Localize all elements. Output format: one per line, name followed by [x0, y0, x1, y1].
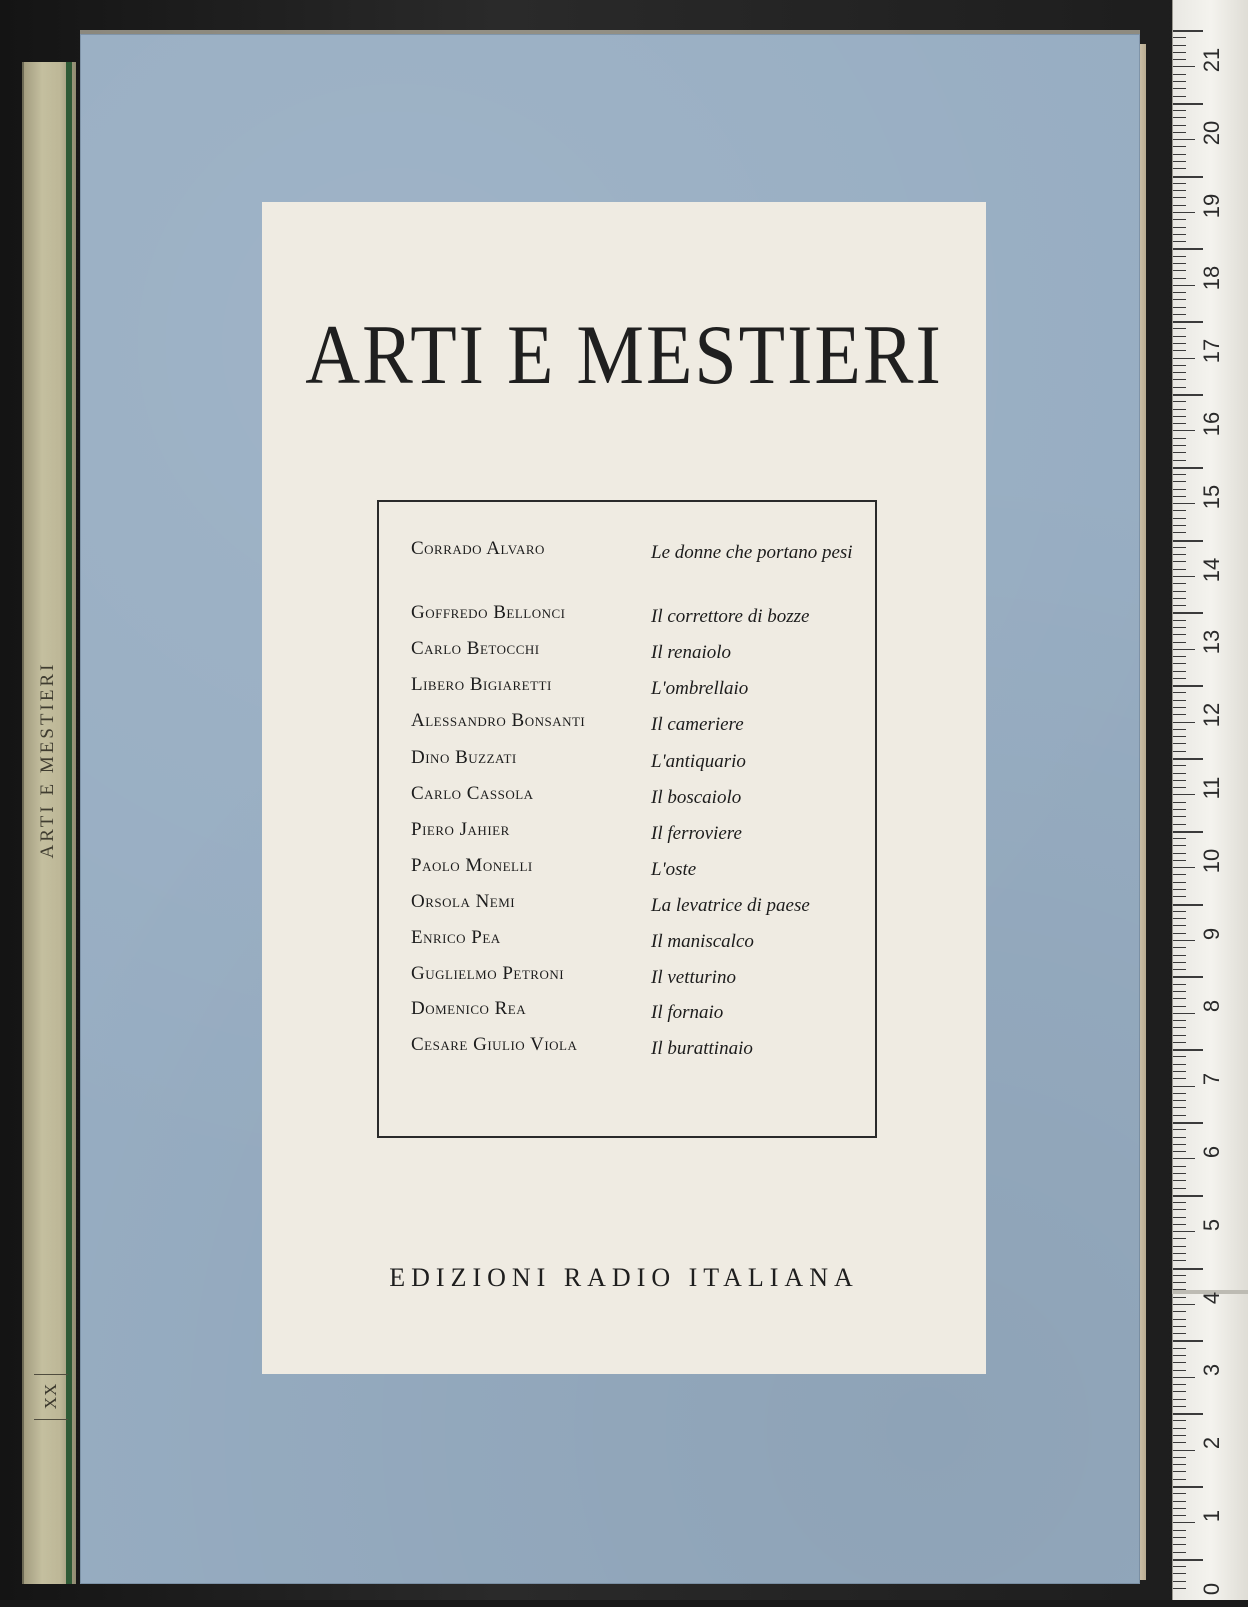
ruler-tick	[1173, 845, 1186, 846]
ruler-tick	[1173, 554, 1186, 555]
ruler-tick	[1173, 1311, 1186, 1312]
ruler-number: 11	[1199, 776, 1224, 800]
spine-title: ARTI E MESTIERI	[37, 661, 58, 859]
ruler-tick	[1173, 117, 1186, 118]
ruler-tick	[1173, 350, 1186, 351]
ruler-tick	[1173, 1522, 1195, 1523]
work-title: Il correttore di bozze	[651, 606, 810, 627]
ruler-tick	[1173, 736, 1186, 737]
ruler-tick	[1173, 1246, 1186, 1247]
label-title: ARTI E MESTIERI	[305, 307, 943, 402]
ruler-tick	[1173, 503, 1195, 504]
work-title: L'oste	[651, 859, 697, 880]
ruler-number: 17	[1199, 338, 1224, 364]
ruler-tick	[1173, 1355, 1186, 1356]
ruler-tick	[1173, 183, 1186, 184]
ruler-number: 7	[1199, 1073, 1224, 1086]
ruler-tick	[1173, 132, 1186, 133]
ruler-tick	[1173, 612, 1203, 614]
ruler-tick	[1173, 212, 1195, 213]
ruler-tick	[1173, 1544, 1186, 1545]
list-item	[411, 674, 856, 708]
author-name: Dino Buzzati	[411, 747, 517, 768]
ruler-number: 3	[1199, 1364, 1224, 1377]
ruler-tick	[1173, 831, 1203, 833]
ruler-tick	[1173, 1384, 1186, 1385]
ruler-tick	[1173, 649, 1195, 650]
ruler-tick	[1173, 525, 1186, 526]
ruler-tick	[1173, 962, 1186, 963]
ruler-tick	[1173, 1180, 1186, 1181]
ruler-tick	[1173, 634, 1186, 635]
ruler-tick	[1173, 1406, 1186, 1407]
ruler-tick	[1173, 1100, 1186, 1101]
ruler-tick	[1173, 1224, 1186, 1225]
ruler-tick	[1173, 1151, 1186, 1152]
ruler-tick	[1173, 1260, 1186, 1261]
ruler-tick	[1173, 998, 1186, 999]
ruler-tick	[1173, 1573, 1186, 1574]
work-title: L'antiquario	[651, 751, 746, 772]
ruler-number: 18	[1199, 266, 1224, 291]
ruler-tick	[1173, 190, 1186, 191]
ruler-tick	[1173, 292, 1186, 293]
ruler-tick	[1173, 722, 1195, 723]
ruler-tick	[1173, 227, 1186, 228]
work-title: Il maniscalco	[651, 931, 754, 952]
list-item	[411, 710, 856, 744]
ruler-tick	[1173, 394, 1203, 396]
ruler-tick	[1173, 692, 1186, 693]
ruler-tick	[1173, 1559, 1203, 1561]
ruler-tick	[1173, 1166, 1186, 1167]
list-item	[411, 783, 856, 817]
ruler-tick	[1173, 751, 1186, 752]
ruler-tick	[1173, 1056, 1186, 1057]
ruler-tick	[1173, 30, 1203, 32]
ruler-tick	[1173, 561, 1186, 562]
ruler-tick	[1173, 685, 1203, 687]
ruler-tick	[1173, 1348, 1186, 1349]
ruler-tick	[1173, 1464, 1186, 1465]
ruler-tick	[1173, 911, 1186, 912]
ruler-tick	[1173, 1428, 1186, 1429]
ruler-tick	[1173, 387, 1186, 388]
ruler-tick	[1173, 1486, 1203, 1488]
ruler-tick	[1173, 889, 1186, 890]
spine-green-stripe	[66, 62, 72, 1584]
ruler-tick	[1173, 510, 1186, 511]
ruler-tick	[1173, 765, 1186, 766]
ruler-tick	[1173, 256, 1186, 257]
ruler-tick	[1173, 1435, 1186, 1436]
ruler-number: 21	[1199, 47, 1224, 73]
ruler-number: 4	[1199, 1291, 1224, 1304]
ruler-tick	[1173, 802, 1186, 803]
ruler-tick	[1173, 1078, 1186, 1079]
ruler-tick	[1173, 1537, 1186, 1538]
ruler-tick	[1173, 1370, 1186, 1371]
ruler-tick	[1173, 714, 1186, 715]
ruler-tick	[1173, 343, 1186, 344]
ruler-number: 15	[1199, 484, 1224, 510]
work-title: Il ferroviere	[651, 823, 742, 844]
ruler-tick	[1173, 1399, 1186, 1400]
list-item	[411, 891, 856, 925]
ruler-tick	[1173, 197, 1186, 198]
ruler-tick	[1173, 401, 1186, 402]
ruler-tick	[1173, 1450, 1195, 1451]
ruler-tick	[1173, 583, 1186, 584]
ruler-tick	[1173, 1326, 1186, 1327]
ruler-tick	[1173, 1297, 1186, 1298]
ruler-tick	[1173, 955, 1186, 956]
ruler-tick	[1173, 838, 1186, 839]
author-name: Domenico Rea	[411, 998, 527, 1019]
ruler-tick	[1173, 1442, 1186, 1443]
ruler-tick	[1173, 110, 1186, 111]
ruler-tick	[1173, 52, 1186, 53]
ruler-tick	[1173, 1588, 1186, 1589]
ruler-tick	[1173, 430, 1195, 431]
ruler-tick	[1173, 1217, 1186, 1218]
ruler-tick	[1173, 882, 1186, 883]
ruler-tick	[1173, 896, 1186, 897]
author-name: Alessandro Bonsanti	[411, 710, 586, 731]
ruler-tick	[1173, 1129, 1186, 1130]
ruler-number: 13	[1199, 630, 1224, 655]
ruler-tick	[1173, 45, 1186, 46]
ruler-tick	[1173, 1042, 1186, 1043]
ruler-tick	[1173, 299, 1186, 300]
ruler-tick	[1173, 867, 1195, 868]
author-name: Libero Bigiaretti	[411, 674, 552, 695]
ruler-tick	[1173, 445, 1186, 446]
ruler-number: 14	[1199, 557, 1224, 582]
ruler-number: 5	[1199, 1218, 1224, 1231]
author-name: Enrico Pea	[411, 927, 501, 948]
ruler-tick	[1173, 780, 1186, 781]
ruler-tick	[1173, 263, 1186, 264]
author-name: Carlo Cassola	[411, 783, 534, 804]
ruler-tick	[1173, 576, 1195, 577]
ruler-tick	[1173, 1071, 1186, 1072]
author-name: Corrado Alvaro	[411, 538, 545, 559]
ruler-tick	[1173, 372, 1186, 373]
ruler-tick	[1173, 1268, 1203, 1270]
ruler-tick	[1173, 1027, 1186, 1028]
ruler-tick	[1173, 409, 1186, 410]
ruler-tick	[1173, 1333, 1186, 1334]
ruler-tick	[1173, 1282, 1186, 1283]
ruler-tick	[1173, 1457, 1186, 1458]
ruler-tick	[1173, 474, 1186, 475]
ruler-tick	[1173, 336, 1186, 337]
ruler-tick	[1173, 824, 1186, 825]
ruler-tick	[1173, 489, 1186, 490]
ruler-tick	[1173, 1471, 1186, 1472]
ruler-tick	[1173, 758, 1203, 760]
ruler-tick	[1173, 598, 1186, 599]
work-title: La levatrice di paese	[651, 895, 810, 916]
ruler-number: 19	[1199, 193, 1224, 218]
ruler-tick	[1173, 452, 1186, 453]
ruler-tick	[1173, 991, 1186, 992]
ruler-number: 12	[1199, 702, 1224, 728]
ruler-tick	[1173, 241, 1186, 242]
ruler-tick	[1173, 285, 1195, 286]
ruler-tick	[1173, 984, 1186, 985]
ruler-tick	[1173, 678, 1186, 679]
ruler-tick	[1173, 81, 1186, 82]
ruler-tick	[1173, 365, 1186, 366]
ruler-tick	[1173, 1501, 1186, 1502]
ruler-tick	[1173, 154, 1186, 155]
ruler-tick	[1173, 66, 1195, 67]
ruler-tick	[1173, 1202, 1186, 1203]
ruler-number: 16	[1199, 411, 1224, 437]
ruler-tick	[1173, 74, 1186, 75]
ruler-tick	[1173, 496, 1186, 497]
ruler-tick	[1173, 1319, 1186, 1320]
work-title: Le donne che portano pesi	[651, 542, 853, 563]
ruler-tick	[1173, 1566, 1186, 1567]
ruler-tick	[1173, 1188, 1186, 1189]
list-item	[411, 819, 856, 853]
ruler-tick	[1173, 1107, 1186, 1108]
ruler-tick	[1173, 904, 1203, 906]
ruler-tick	[1173, 1515, 1186, 1516]
ruler-tick	[1173, 1304, 1195, 1305]
work-title: Il burattinaio	[651, 1038, 753, 1059]
author-name: Cesare Giulio Viola	[411, 1034, 578, 1055]
ruler-tick	[1173, 605, 1186, 606]
ruler-tick	[1173, 1093, 1186, 1094]
ruler-tick	[1173, 1006, 1186, 1007]
ruler-tick	[1173, 1020, 1186, 1021]
ruler-number: 0	[1199, 1582, 1224, 1595]
ruler-tick	[1173, 1238, 1186, 1239]
work-title: Il cameriere	[651, 714, 744, 735]
ruler-tick	[1173, 88, 1186, 89]
ruler-tick	[1173, 540, 1203, 542]
ruler-tick	[1173, 671, 1186, 672]
list-item	[411, 638, 856, 672]
ruler-tick	[1173, 1530, 1186, 1531]
ruler-tick	[1173, 918, 1186, 919]
ruler-tick	[1173, 642, 1186, 643]
work-title: Il vetturino	[651, 967, 736, 988]
ruler-tick	[1173, 1013, 1195, 1014]
ruler-tick	[1173, 976, 1203, 978]
ruler-tick	[1173, 125, 1186, 126]
ruler-tick	[1173, 1391, 1186, 1392]
ruler-tick	[1173, 1508, 1186, 1509]
publisher-name: EDIZIONI RADIO ITALIANA	[389, 1263, 859, 1292]
spine-number: XX	[41, 1382, 60, 1410]
ruler-tick	[1173, 1253, 1186, 1254]
ruler-tick	[1173, 1420, 1186, 1421]
ruler-tick	[1173, 278, 1186, 279]
ruler-tick	[1173, 176, 1203, 178]
ruler-tick	[1173, 416, 1186, 417]
ruler-tick	[1173, 1158, 1195, 1159]
ruler-tick	[1173, 379, 1186, 380]
work-title: L'ombrellaio	[651, 678, 749, 699]
ruler-tick	[1173, 328, 1186, 329]
ruler-tick	[1173, 969, 1186, 970]
ruler-tick	[1173, 743, 1186, 744]
ruler-tick	[1173, 438, 1186, 439]
ruler-number: 6	[1199, 1145, 1224, 1159]
ruler-tick	[1173, 794, 1195, 795]
author-name: Goffredo Bellonci	[411, 602, 566, 623]
ruler-tick	[1173, 1581, 1186, 1582]
list-item	[411, 963, 856, 997]
ruler-tick	[1173, 1231, 1195, 1232]
list-item	[411, 998, 856, 1032]
ruler-tick	[1173, 700, 1186, 701]
ruler-tick	[1173, 1137, 1186, 1138]
list-item	[411, 602, 856, 636]
ruler-tick	[1173, 532, 1186, 533]
ruler-number: 8	[1199, 1000, 1224, 1013]
ruler-tick	[1173, 729, 1186, 730]
ruler-number: 1	[1199, 1509, 1224, 1523]
ruler-tick	[1173, 59, 1186, 60]
ruler-tick	[1173, 103, 1203, 105]
author-name: Carlo Betocchi	[411, 638, 540, 659]
ruler-tick	[1173, 518, 1186, 519]
ruler-tick	[1173, 773, 1186, 774]
ruler-tick	[1173, 234, 1186, 235]
ruler-tick	[1173, 853, 1186, 854]
author-name: Orsola Nemi	[411, 891, 516, 912]
ruler-tick	[1173, 1340, 1203, 1342]
ruler-tick	[1173, 161, 1186, 162]
list-item	[411, 855, 856, 889]
list-item	[411, 747, 856, 781]
ruler-number: 9	[1199, 927, 1224, 940]
ruler-tick	[1173, 947, 1186, 948]
work-title: Il fornaio	[651, 1002, 724, 1023]
ruler-tick	[1173, 219, 1186, 220]
ruler-tick	[1173, 656, 1186, 657]
ruler-tick	[1173, 1144, 1186, 1145]
ruler-number: 20	[1199, 120, 1224, 146]
ruler-tick	[1173, 1115, 1186, 1116]
ruler-tick	[1173, 1086, 1195, 1087]
ruler-tick	[1173, 1552, 1186, 1553]
ruler-tick	[1173, 860, 1186, 861]
ruler-tick	[1173, 547, 1186, 548]
ruler-tick	[1173, 96, 1186, 97]
ruler-tick	[1173, 1377, 1195, 1378]
ruler-tick	[1173, 248, 1203, 250]
ruler-tick	[1173, 925, 1186, 926]
ruler-tick	[1173, 1173, 1186, 1174]
list-item	[411, 1034, 856, 1068]
ruler-tick	[1173, 139, 1195, 140]
ruler-tick	[1173, 627, 1186, 628]
ruler-tick	[1173, 1275, 1186, 1276]
ruler-tick	[1173, 1035, 1186, 1036]
ruler-tick	[1173, 1122, 1203, 1124]
list-item	[411, 927, 856, 961]
ruler-tick	[1173, 787, 1186, 788]
ruler-number: 10	[1199, 848, 1224, 874]
ruler-tick	[1173, 358, 1195, 359]
ruler-tick	[1173, 933, 1186, 934]
ruler-tick	[1173, 307, 1186, 308]
ruler-tick	[1173, 314, 1186, 315]
ruler-tick	[1173, 37, 1186, 38]
ruler-tick	[1173, 809, 1186, 810]
ruler-tick	[1173, 460, 1186, 461]
list-item	[411, 538, 856, 572]
ruler-tick	[1173, 423, 1186, 424]
ruler-tick	[1173, 1064, 1186, 1065]
ruler-tick	[1173, 569, 1186, 570]
ruler-tick	[1173, 707, 1186, 708]
ruler-tick	[1173, 270, 1186, 271]
ruler-tick	[1173, 591, 1186, 592]
ruler-number: 2	[1199, 1437, 1224, 1450]
ruler-tick	[1173, 1049, 1203, 1051]
ruler-tick	[1173, 1209, 1186, 1210]
ruler-tick	[1173, 1362, 1186, 1363]
work-title: Il boscaiolo	[651, 787, 742, 808]
ruler-tick	[1173, 205, 1186, 206]
ruler-tick	[1173, 816, 1186, 817]
ruler-tick	[1173, 620, 1186, 621]
author-name: Paolo Monelli	[411, 855, 533, 876]
work-title: Il renaiolo	[651, 642, 732, 663]
ruler-tick	[1173, 1479, 1186, 1480]
ruler-tick	[1173, 146, 1186, 147]
author-name: Piero Jahier	[411, 819, 510, 840]
ruler-tick	[1173, 1195, 1203, 1197]
ruler-tick	[1173, 467, 1203, 469]
ruler-tick	[1173, 168, 1186, 169]
ruler-tick	[1173, 940, 1195, 941]
ruler-tick	[1173, 1493, 1186, 1494]
author-name: Guglielmo Petroni	[411, 963, 565, 984]
ruler-tick	[1173, 874, 1186, 875]
ruler-tick	[1173, 321, 1203, 323]
ruler-tick	[1173, 663, 1186, 664]
ruler-tick	[1173, 1413, 1203, 1415]
ruler-tick	[1173, 481, 1186, 482]
